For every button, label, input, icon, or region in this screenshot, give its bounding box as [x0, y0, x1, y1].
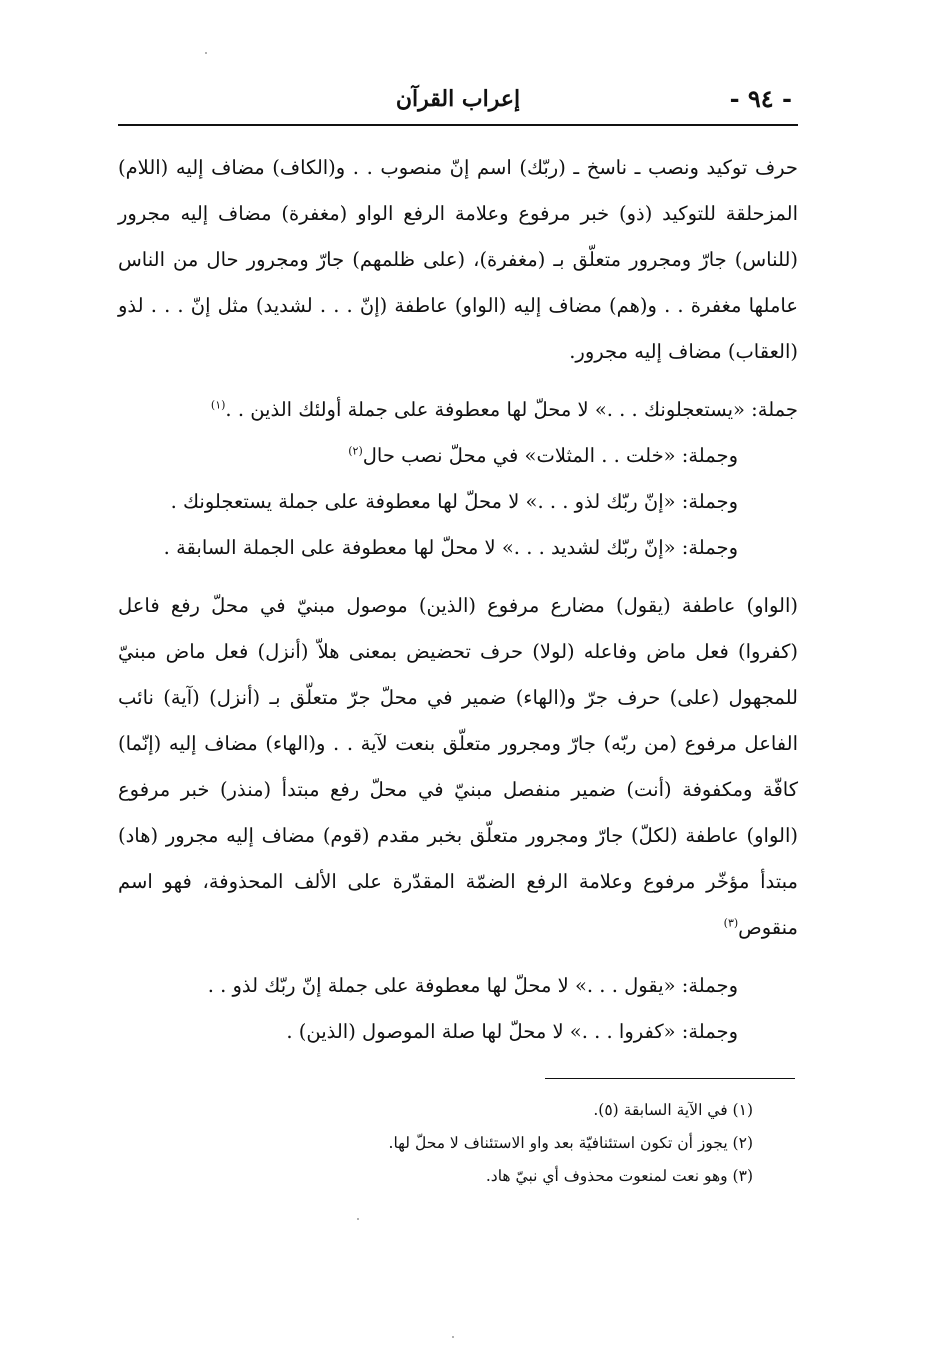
footnote-ref-1: (١)	[210, 398, 226, 412]
clause-line-4: وجملة: «إنّ ربّك لذو . . .» لا محلّ لها معطوفة على جملة يستعجلونك .	[170, 490, 738, 513]
scan-speck	[205, 52, 207, 54]
running-header	[118, 80, 798, 124]
scan-speck	[452, 1336, 454, 1338]
footnote-1: (١) في الآية السابقة (٥).	[593, 1101, 753, 1119]
footnote-ref-3: (٣)	[723, 916, 739, 930]
main-text	[118, 145, 798, 1055]
scan-speck	[357, 1218, 359, 1220]
clause-line-7: وجملة: «يقول . . .» لا محلّ لها معطوفة على جملة إنّ ربّك لذو . .	[207, 974, 738, 997]
footnote-2: (٢) يجوز أن تكون استئنافيّة بعد واو الاستئناف لا محلّ لها.	[388, 1134, 753, 1152]
header-rule	[118, 124, 798, 126]
clause-line-8: وجملة: «كفروا . . .» لا محلّ لها صلة الموصول (الذين) .	[286, 1020, 738, 1043]
footnote-3: (٣) وهو نعت لمنعوت محذوف أي نبيّ هاد.	[485, 1167, 753, 1185]
footnotes	[118, 1094, 753, 1193]
page-number: - ٩٤ -	[729, 84, 792, 113]
book-title: إعراب القرآن	[395, 86, 521, 112]
clause-line-3	[118, 433, 798, 479]
footnote-rule	[545, 1078, 795, 1079]
paragraph-2-text: جملة: «يستعجلونك . . .» لا محلّ لها معطوفة على جملة أولئك الذين . .	[225, 398, 798, 421]
paragraph-1: حرف توكيد ونصب ـ ناسخ ـ (ربّك) اسم إنّ منصوب . . و(الكاف) مضاف إليه (اللام) المزحلقة للتوكيد (ذو) خبر مرفوع وعلامة الرفع الواو (مغفرة) مضاف إليه مجرور (للناس) جارّ ومجرور متعلّق بـ (مغفرة)، (على ظلمهم) جارّ ومجرور حال من الناس عاملها مغفرة . . و(هم) مضاف إليه (الواو) عاطفة (إنّ . . . لشديد) مثل إنّ . . . لذو (العقاب) مضاف إليه مجرور.	[118, 156, 798, 363]
clause-line-3-text: وجملة: «خلت . . المثلات» في محلّ نصب حال	[362, 444, 738, 467]
paragraph-2	[118, 387, 798, 433]
paragraph-6-text: (الواو) عاطفة (يقول) مضارع مرفوع (الذين) موصول مبنيّ في محلّ رفع فاعل (كفروا) فعل ماض وفاعله (لولا) حرف تحضيض بمعنى هلاّ (أنزل) فعل ماض مبنيّ للمجهول (على) حرف جرّ و(الهاء) ضمير في محلّ جرّ متعلّق بـ (أنزل) (آية) نائب الفاعل مرفوع (من ربّه) جارّ ومجرور متعلّق بنعت لآية . . و(الهاء) مضاف إليه (إنّما) كافّة ومكفوفة (أنت) ضمير منفصل مبنيّ في محلّ رفع مبتدأ (منذر) خبر مرفوع (الواو) عاطفة (لكلّ) جارّ ومجرور متعلّق بخبر مقدم (قوم) مضاف إليه مجرور (هاد) مبتدأ مؤخّر مرفوع وعلامة الرفع الضمّة المقدّرة على الألف المحذوفة، فهو اسم منقوص	[118, 594, 798, 939]
paragraph-6	[118, 583, 798, 951]
footnote-ref-2: (٢)	[348, 444, 363, 458]
clause-line-5: وجملة: «إنّ ربّك لشديد . . .» لا محلّ لها معطوفة على الجملة السابقة .	[163, 536, 738, 559]
